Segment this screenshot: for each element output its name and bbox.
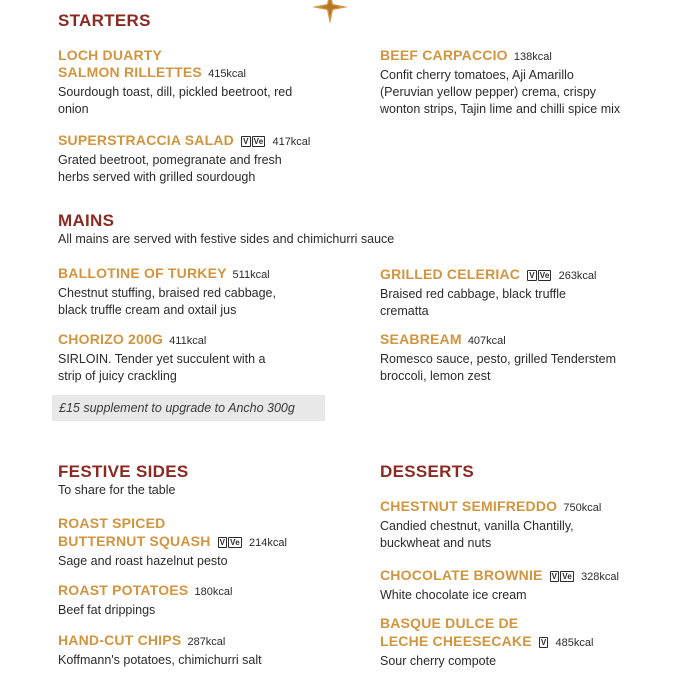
item-description: Grated beetroot, pomegranate and fresh herbs served with grilled sourdough bbox=[58, 153, 282, 184]
item-kcal: 511kcal bbox=[232, 269, 270, 281]
item-name-line1: BASQUE DULCE DE bbox=[380, 615, 519, 631]
menu-item-roast-potatoes bbox=[58, 582, 358, 619]
menu-item-hand-cut-chips bbox=[58, 632, 358, 669]
section-title-starters: STARTERS bbox=[58, 11, 151, 30]
vegetarian-badge-icon: V bbox=[529, 271, 535, 280]
vegan-badge-icon: Ve bbox=[253, 137, 264, 146]
item-kcal: 138kcal bbox=[513, 51, 552, 63]
item-description: Candied chestnut, vanilla Chantilly, buckwheat and nuts bbox=[380, 519, 574, 550]
item-name bbox=[58, 265, 358, 284]
item-kcal: 485kcal bbox=[555, 637, 594, 649]
item-kcal: 417kcal bbox=[272, 136, 311, 148]
item-description: Beef fat drippings bbox=[58, 603, 156, 617]
item-kcal: 214kcal bbox=[249, 537, 287, 549]
menu-item-butternut-squash bbox=[58, 515, 358, 570]
section-title-desserts: DESSERTS bbox=[380, 462, 475, 481]
item-description: Sour cherry compote bbox=[380, 654, 497, 668]
vegan-badge-icon: Ve bbox=[562, 572, 572, 581]
item-kcal: 750kcal bbox=[563, 502, 602, 514]
item-description: Braised red cabbage, black truffle crematta bbox=[380, 287, 566, 318]
item-kcal: 180kcal bbox=[194, 586, 233, 598]
item-description: SIRLOIN. Tender yet succulent with a strip of juicy crackling bbox=[58, 352, 266, 383]
menu-item-chorizo bbox=[58, 331, 358, 385]
dietary-badges bbox=[527, 265, 552, 282]
item-name bbox=[380, 498, 680, 517]
item-name-text: ROAST POTATOES bbox=[58, 582, 189, 598]
section-title-festive-sides: FESTIVE SIDES bbox=[58, 462, 189, 481]
item-name bbox=[380, 265, 680, 285]
item-kcal: 415kcal bbox=[208, 68, 246, 80]
item-kcal: 263kcal bbox=[558, 270, 597, 282]
vegan-badge-icon: Ve bbox=[230, 538, 240, 547]
item-name bbox=[58, 131, 358, 151]
item-name-line1: ROAST SPICED bbox=[58, 515, 166, 531]
item-description: White chocolate ice cream bbox=[380, 588, 527, 602]
item-name-text: CHESTNUT SEMIFREDDO bbox=[380, 498, 558, 514]
item-name bbox=[380, 615, 680, 652]
vegetarian-badge-icon: V bbox=[540, 638, 547, 647]
item-name bbox=[380, 331, 680, 350]
supplement-note: £15 supplement to upgrade to Ancho 300g bbox=[52, 395, 325, 421]
menu-item-chocolate-brownie bbox=[380, 566, 680, 604]
item-kcal: 411kcal bbox=[169, 335, 207, 347]
item-description: Sourdough toast, dill, pickled beetroot, red onion bbox=[58, 85, 293, 116]
menu-item-seabream bbox=[380, 331, 680, 385]
menu-item-superstraccia-salad bbox=[58, 131, 358, 186]
mains-subtitle: All mains are served with festive sides and chimichurri sauce bbox=[58, 232, 395, 246]
item-name bbox=[58, 47, 358, 83]
dietary-badges bbox=[241, 131, 266, 148]
sides-subtitle: To share for the table bbox=[58, 483, 176, 497]
item-kcal: 287kcal bbox=[187, 636, 226, 648]
menu-item-ballotine-of-turkey bbox=[58, 265, 358, 319]
menu-item-beef-carpaccio bbox=[380, 47, 680, 118]
item-name-text: CHORIZO 200G bbox=[58, 331, 164, 347]
item-name-line2: LECHE CHEESECAKE bbox=[380, 633, 532, 649]
item-name bbox=[58, 582, 358, 601]
item-kcal: 407kcal bbox=[467, 335, 506, 347]
item-name-text: SEABREAM bbox=[380, 331, 462, 347]
item-name-text: HAND-CUT CHIPS bbox=[58, 632, 182, 648]
item-name bbox=[58, 515, 358, 552]
item-name-line2: SALMON RILLETTES bbox=[58, 64, 202, 80]
item-name bbox=[58, 331, 358, 350]
item-name-text: BALLOTINE OF TURKEY bbox=[58, 265, 227, 281]
item-name-line2: BUTTERNUT SQUASH bbox=[58, 533, 211, 549]
item-description: Chestnut stuffing, braised red cabbage, black truffle cream and oxtail jus bbox=[58, 286, 276, 317]
dietary-badges bbox=[539, 632, 550, 649]
item-description: Koffmann's potatoes, chimichurri salt bbox=[58, 653, 262, 667]
star-ornament-icon bbox=[310, 0, 350, 26]
vegan-badge-icon: Ve bbox=[539, 271, 550, 280]
item-description: Confit cherry tomatoes, Aji Amarillo (Peruvian yellow pepper) crema, crispy wonton strips, Tajin lime and chilli spice mix bbox=[380, 68, 621, 116]
dietary-badges bbox=[550, 566, 575, 583]
dietary-badges bbox=[218, 532, 243, 549]
item-name bbox=[58, 632, 358, 651]
item-kcal: 328kcal bbox=[581, 571, 619, 583]
item-description: Romesco sauce, pesto, grilled Tenderstem broccoli, lemon zest bbox=[380, 352, 616, 383]
item-name-line1: LOCH DUARTY bbox=[58, 47, 163, 63]
item-name-text: SUPERSTRACCIA SALAD bbox=[58, 132, 234, 148]
menu-item-salmon-rillettes bbox=[58, 47, 358, 118]
item-name-text: CHOCOLATE BROWNIE bbox=[380, 567, 543, 583]
menu-item-grilled-celeriac bbox=[380, 265, 680, 320]
menu-item-chestnut-semifreddo bbox=[380, 498, 680, 552]
menu-item-basque-cheesecake bbox=[380, 615, 680, 670]
vegetarian-badge-icon: V bbox=[243, 137, 249, 146]
item-name bbox=[380, 566, 680, 586]
item-name bbox=[380, 47, 680, 66]
item-description: Sage and roast hazelnut pesto bbox=[58, 554, 228, 568]
item-name-text: GRILLED CELERIAC bbox=[380, 266, 521, 282]
vegetarian-badge-icon: V bbox=[219, 538, 226, 547]
item-name-text: BEEF CARPACCIO bbox=[380, 47, 508, 63]
vegetarian-badge-icon: V bbox=[551, 572, 558, 581]
section-title-mains: MAINS bbox=[58, 211, 115, 230]
